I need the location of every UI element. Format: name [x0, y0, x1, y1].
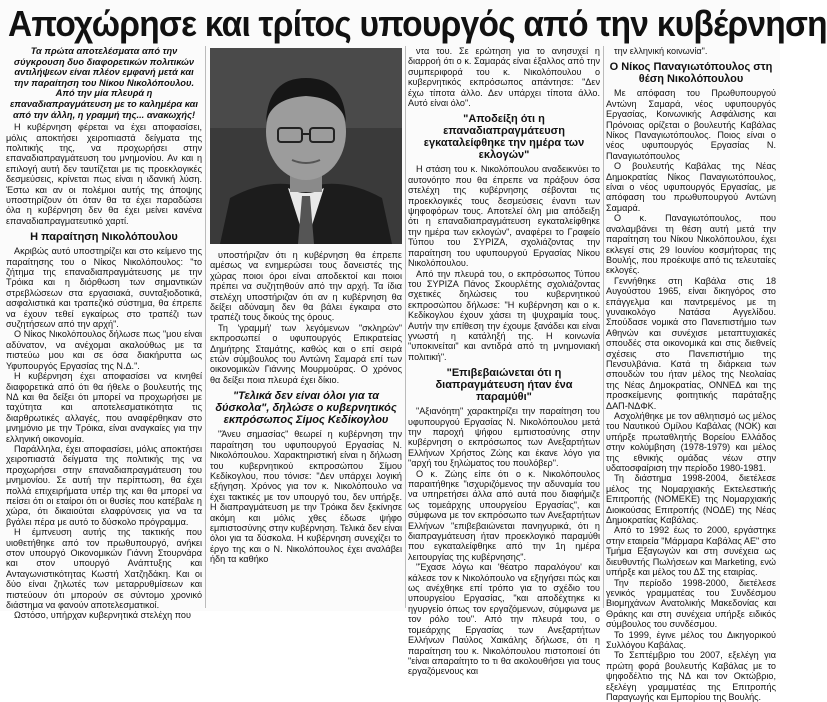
portrait-photo [210, 48, 402, 244]
subheading: "Επιβεβαιώνεται ότι η διαπραγμάτευση ήταν ένα παραμύθι" [435, 367, 573, 404]
paragraph: Η στάση του κ. Νικολόπουλου αναδεικνύει το αυτονόητο που θα έπρεπε να πράξουν όσα στελέχη της κυβέρνησης σέβονται τις προεκλογικές τους δεσμεύσεις έναντι των ψηφοφόρων τους. Αποτελεί όλη μια απόδειξη ότι η επαναδιαπραγμάτευση εγκαταλείφθηκε την ημέρα των εκλογών", αναφέρει το Γραφείο Τύπου του ΣΥΡΙΖΑ, σχολιάζοντας την παραίτηση του υφυπουργού Εργασίας Νίκου Νικολόπουλου. [408, 164, 600, 269]
subheading: "Τελικά δεν είναι όλοι για τα δύσκολα", δηλώσε ο κυβερνητικός εκπρόσωπος Σίμος Κεδίκογλου [215, 390, 397, 427]
paragraph: Η κυβέρνηση έχει αποφασίσει να κινηθεί διαφορετικά από ότι θα ήθελε ο βουλευτής της ΝΔ και θα δείξει ότι μπορεί να προχωρήσει με ταχύτητα και αποτελεσματικότητα τις διαρθρωτικές αλλαγές, που αναφέρθηκαν στο μνημόνιο με την Τρόικα, είναι αναγκαίες για την ελληνική οικονομία. [6, 371, 202, 444]
column-divider [405, 46, 406, 608]
paragraph: την ελληνική κοινωνία". [614, 46, 708, 56]
lead-paragraph: Τα πρώτα αποτελέσματα από την σύγκρουση δυο διαφορετικών πολιτικών αντιλήψεων είναι πλέον εμφανή μετά και την παραίτηση του Νίκου Νικολόπουλου. Από την μία πλευρά η επαναδιαπραγμάτευση με το καλημέρα και από την άλλη, η γραμμή της... ανακωχής! [9, 46, 199, 120]
subheading: Η παραίτηση Νικολόπουλου [30, 231, 178, 244]
paragraph: "Αξιανόητη" χαρακτηρίζει την παραίτηση του υφυπουργού Εργασίας Ν. Νικολόπουλου μετά την παροχή ψήφου εμπιστοσύνης στην κυβέρνηση ο εκπρόσωπος των Ανεξαρτήτων Ελλήνων Χρήστος Ζώης και έκανε λόγο για "αρχή του ξηλώματος του πουλόβερ". [408, 406, 600, 469]
paragraph: Το Σεπτέμβριο του 2007, εξελέγη για πρώτη φορά βουλευτής Καβάλας με το ψηφοδέλτιο της ΝΔ και τον Οκτώβριο, εξελέγη γραμματέας της Επιτροπής Παραγωγής και Εμπορίου της Βουλής. [606, 650, 776, 702]
paragraph: Με απόφαση του Πρωθυπουργού Αντώνη Σαμαρά, νέος υφυπουργός Εργασίας, Κοινωνικής Ασφάλισης και Πρόνοιας ορίζεται ο βουλευτής Καβάλας Νίκος Παναγιωτόπουλος. Ποιος είναι ο νέος υφυπουργός Εργασίας Ν. Παναγιωτόπουλος [606, 88, 776, 161]
paragraph: "Έχασε λόγω και 'θέατρο παραλόγου' και κάλεσε τον κ Νικολόπουλο να εξηγήσει πώς και ως ανέχθηκε επί τρόπο για το σχέδιο του υπουργείου Εργασίας, "και αποδέχτηκε κι ηγυργείο όπως τον εργαζόμενων, σύμφωνα με τον ρόλο του". Από την πλευρά του, ο τομεάρχης Εργασίας των Ανεξαρτήτων Ελλήνων Παύλος Χαικάλης δήλωσε, ότι η παραίτηση του κ. Νικολόπουλου πιστοποιεί ότι "είναι απαραίτητο το τι θα ακολουθήσει για τους εργαζόμενους και [408, 562, 600, 677]
paragraph: Την περίοδο 1998-2000, διετέλεσε γενικός γραμματέας του Συνδέσμου Βιομηχάνων Ανατολικής Μακεδονίας και Θράκης και στη συνέχεια υπήρξε ειδικός σύμβουλος του συνδέσμου. [606, 577, 776, 630]
paragraph: Η έμπνευση αυτής της τακτικής που υιοθετήθηκε από τον πρωθυπουργό, ανήκει στον υπουργό Οικονομικών Γιάννη Στουρνάρα και στον υπουργό Ανάπτυξης και Ανταγωνιστικότητας Κωστή Χατζηδάκη. Και οι δύο είναι ζηλωτές των μεταρρυθμίσεων και πιστεύουν ότι μπορούν σε σύντομο χρονικό διάστημα να φανούν αποτελεσματικοί. [6, 527, 202, 611]
portrait-illustration [210, 48, 402, 244]
paragraph: Ο κ. Ζώης είπε ότι ο κ. Νικολόπουλος παραιτήθηκε "ισχυριζόμενος την αδυναμία του να υπηρετήσει άλλα από αυτά που διαφήμιζε ως τομεάρχης υπουργείου Εργασίας", και σύμφωνα με τον εκπρόσωπο των Ανεξαρτήτων Ελλήνων "επιβεβαιώνεται πανηγυρικά, ότι η διαπραγμάτευση ήταν προεκλογικό παραμύθι που εγκαταλείφθηκε από την 1η ημέρα λειτουργίας της κυβέρνησης". [408, 468, 600, 562]
paragraph: Τη 'γραμμή' των λεγόμενων "σκληρών" εκπροσωπεί ο υφυπουργός Επικρατείας Δημήτρης Σταμάτης, καθώς και ο επί σειρά ετών σύμβουλος του Αντώνη Σαμαρά επί των οικονομικών Γιάννης Μουρμούρας. Ο χρόνος θα δείξει ποια πλευρά έχει δίκιο. [210, 322, 402, 385]
paragraph: Από το 1992 έως το 2000, εργάστηκε στην εταιρεία "Μάρμαρα Καβάλας ΑΕ" στο Τμήμα Εξαγωγών και στη συνέχεια ως διευθυντής Πωλήσεων και Marketing, ενώ υπήρξε και μέλος του ΔΣ της εταιρίας. [606, 525, 776, 578]
subheading: Ο Νίκος Παναγιωτόπουλος στη θέση Νικολόπουλου [609, 61, 773, 86]
column-divider [205, 46, 206, 608]
article-column-3 [408, 46, 600, 677]
article-column-4 [606, 46, 776, 702]
paragraph: ντα του. Σε ερώτηση για το ανησυχεί η διαρροή ότι ο κ. Σαμαράς είναι έξαλλος από την συμπεριφορά του κ. Νικολόπουλου ο κυβερνητικός εκπρόσωπος απάντησε: "Δεν έχω τίποτα άλλο. Δεν υπάρχει τίποτα άλλο. Αυτό είναι όλο". [408, 46, 600, 109]
paragraph: Από την πλευρά του, ο εκπρόσωπος Τύπου του ΣΥΡΙΖΑ Πάνος Σκουρλέτης σχολιάζοντας σχετικές δηλώσεις του κυβερνητικού εκπροσώπου δήλωσε: "Η κυβέρνηση και ο κ. Κεδίκογλου έχουν χάσει τη ψυχραιμία τους. Αυτήν την επίθεση την έχουμε ξανάδει και είναι γνωστή η κατάληξή της. Η κοινωνία "υποκινείται" και αντιδρά από τη μνημονιακή πολιτική". [408, 268, 600, 362]
paragraph: Η κυβέρνηση φέρεται να έχει αποφασίσει, μόλις αποκτήσει χειροπιαστά δείγματα της πολιτικής της, να προχωρήσει στην επαναδιαπραγμάτευση του μνημονίου. Αν και η επιλογή αυτή δεν ταυτίζεται με τις προεκλογικές δεσμεύσεις, κρίνεται πως είναι η ιδανική λύση. Έστω και αν οι πολέμιοι αυτής της άποψης υποστηρίζουν ότι όταν θα τα έχει παραδώσει όλα η κυβέρνηση δεν θα έχει μείνει κανένα επαναδιαπραγματευτικό χαρτί. [6, 122, 202, 226]
paragraph: "Άνευ σημασίας" θεωρεί η κυβέρνηση την παραίτηση του υφυπουργού Εργασίας Ν. Νικολόπουλου. Χαρακτηριστική είναι η δήλωση του κυβερνητικού εκπροσώπου Σίμου Κεδίκογλου, που τόνισε: "Δεν υπάρχει λογική εξήγηση. Χρόνος για τον κ. Νικολόπουλο να έχει τακτικές με τον υπουργό του, δεν υπήρξε. Η διαπραγμάτευση με την Τρόικα δεν ξεκίνησε ακόμη και μόλις χθες έδωσε ψήφο εμπιστοσύνης στην κυβέρνηση. Τελικά δεν είναι όλοι για τα δύσκολα. Η κυβέρνηση συνεχίζει το έργο της και ο Ν. Νικολόπουλος έχει αναλάβει ήδη τα καθήκο [210, 429, 402, 565]
paragraph: Παράλληλα, έχει αποφασίσει, μόλις αποκτήσει χειροπιαστά δείγματα της πολιτικής της να προχωρήσει στην επαναδιαπραγμάτευση του μνημονίου. Σε αυτή την περίπτωση, θα έχει πολλά επιχειρήματα υπέρ της και θα μπορεί να πείσει ότι οι εταίροι ότι οι θυσίες που κατέβαλε η χώρα, ότι δικαιούται ελαφρύνσεις για να τα βγάλει πέρα με αυτό το δύσκολο πρόγραμμα. [6, 443, 202, 527]
paragraph: Ο βουλευτής Καβάλας της Νέας Δημοκρατίας Νίκος Παναγιωτόπουλος, είναι ο νέος υφυπουργός Εργασίας, με απόφαση του πρωθυπουργού Αντώνη Σαμαρά. [606, 161, 776, 213]
paragraph: Ο κ. Παναγιωτόπουλος, που αναλαμβάνει τη θέση αυτή μετά την παραίτηση του Νίκου Νικολόπουλου, έχει εκλεγεί στις 29 Ιουνίου κοσμήτορας της Βουλής, που προέκυψε από τις τελευταίες εκλογές. [606, 213, 776, 276]
paragraph: Ο Νίκος Νικολόπουλος δήλωσε πως "μου είναι αδύνατον, να ανέχομαι ακαλούθως με τα πιστεύω μου και σε όσα διακήρυττα ως Υφυπουργός Εργασίας της Ν.Δ.". [6, 329, 202, 371]
paragraph: Γεννήθηκε στη Καβάλα στις 18 Αυγούστου 1965, είναι δικηγόρος στο επάγγελμα και παντρεμένος με τη γυναικολόγο Νατάσα Αγγελίδου. Σπούδασε νομικά στο Πανεπιστήμιο των Αθηνών και συνέχισε μεταπτυχιακές σπουδές στα οικονομικά και στις διεθνείς σχέσεις στο Πανεπιστήμιο της Πενσυλβάνια. Κατά τη διάρκεια των σπουδών του ήταν μέλος της Νεολαίας της Νέας Δημοκρατίας, ΟΝΝΕΔ και της προσκείμενης φοιτητικής παράταξης ΔΑΠ-ΝΔΦΚ. [606, 275, 776, 411]
headline: Αποχώρησε και τρίτος υπουργός από την κυβέρνηση [8, 3, 827, 44]
article-column-1 [6, 46, 202, 621]
article-column-2 [210, 250, 402, 608]
column-divider [603, 46, 604, 608]
paragraph: υποστήριζαν ότι η κυβέρνηση θα έπρεπε αμέσως να ενημερώσει τους δανειστές της χώρας ποιοι όροι είναι αποδεκτοί και ποιοι πρέπει να συζητηθούν από την αρχή. Τα ίδια στελέχη υποστήριζαν ότι αν η κυβέρνηση θα δείξει αδύναμη δεν θα βάλει έγκαιρα στο τραπέζι τους δικούς της όρους. [210, 250, 402, 323]
paragraph: Ασχολήθηκε με τον αθλητισμό ως μέλος του Ναυτικού Ομίλου Καβάλας (ΝΟΚ) και υπήρξε πρωταθλητής Βορείου Ελλάδος στην κολύμβηση (1978-1979) και μέλος της εθνικής ομάδας νέων στην υδατοσφαίριση την περίοδο 1980-1981. [606, 411, 776, 474]
paragraph: Ακριβώς αυτό υποστηρίζει και στο κείμενο της παραίτησης του ο Νίκος Νικολόπουλος: "το ζήτημα της επαναδιαπραγμάτευσης με την Τρόικα και η διόρθωση των σημαντικών στρεβλώσεων στα εργασιακά, συνταξιοδοτικά, ασφαλιστικά και τραπεζικό σύστημα, θα έπρεπε να έχουν τεθεί εγκαίρως στο τραπέζι των συζητήσεων από την αρχή". [6, 246, 202, 330]
paragraph: Τη διάστημα 1998-2004, διετέλεσε μέλος της Νομαρχιακής Εκτελεστικής Επιτροπής (ΝΟΜΕΚΕ) της Νομαρχιακής Διοικούσας Επιτροπής (ΝΟΔΕ) της Νέας Δημοκρατίας Καβάλας. [606, 473, 776, 526]
paragraph: Το 1999, έγινε μέλος του Δικηγορικού Συλλόγου Καβάλας. [606, 629, 776, 650]
subheading: "Αποδείξη ότι η επαναδιαπραγμάτευση εγκαταλείφθηκε την ημέρα των εκλογών" [423, 113, 585, 162]
paragraph: Ωστόσο, υπήρχαν κυβερνητικά στελέχη που [14, 610, 191, 621]
